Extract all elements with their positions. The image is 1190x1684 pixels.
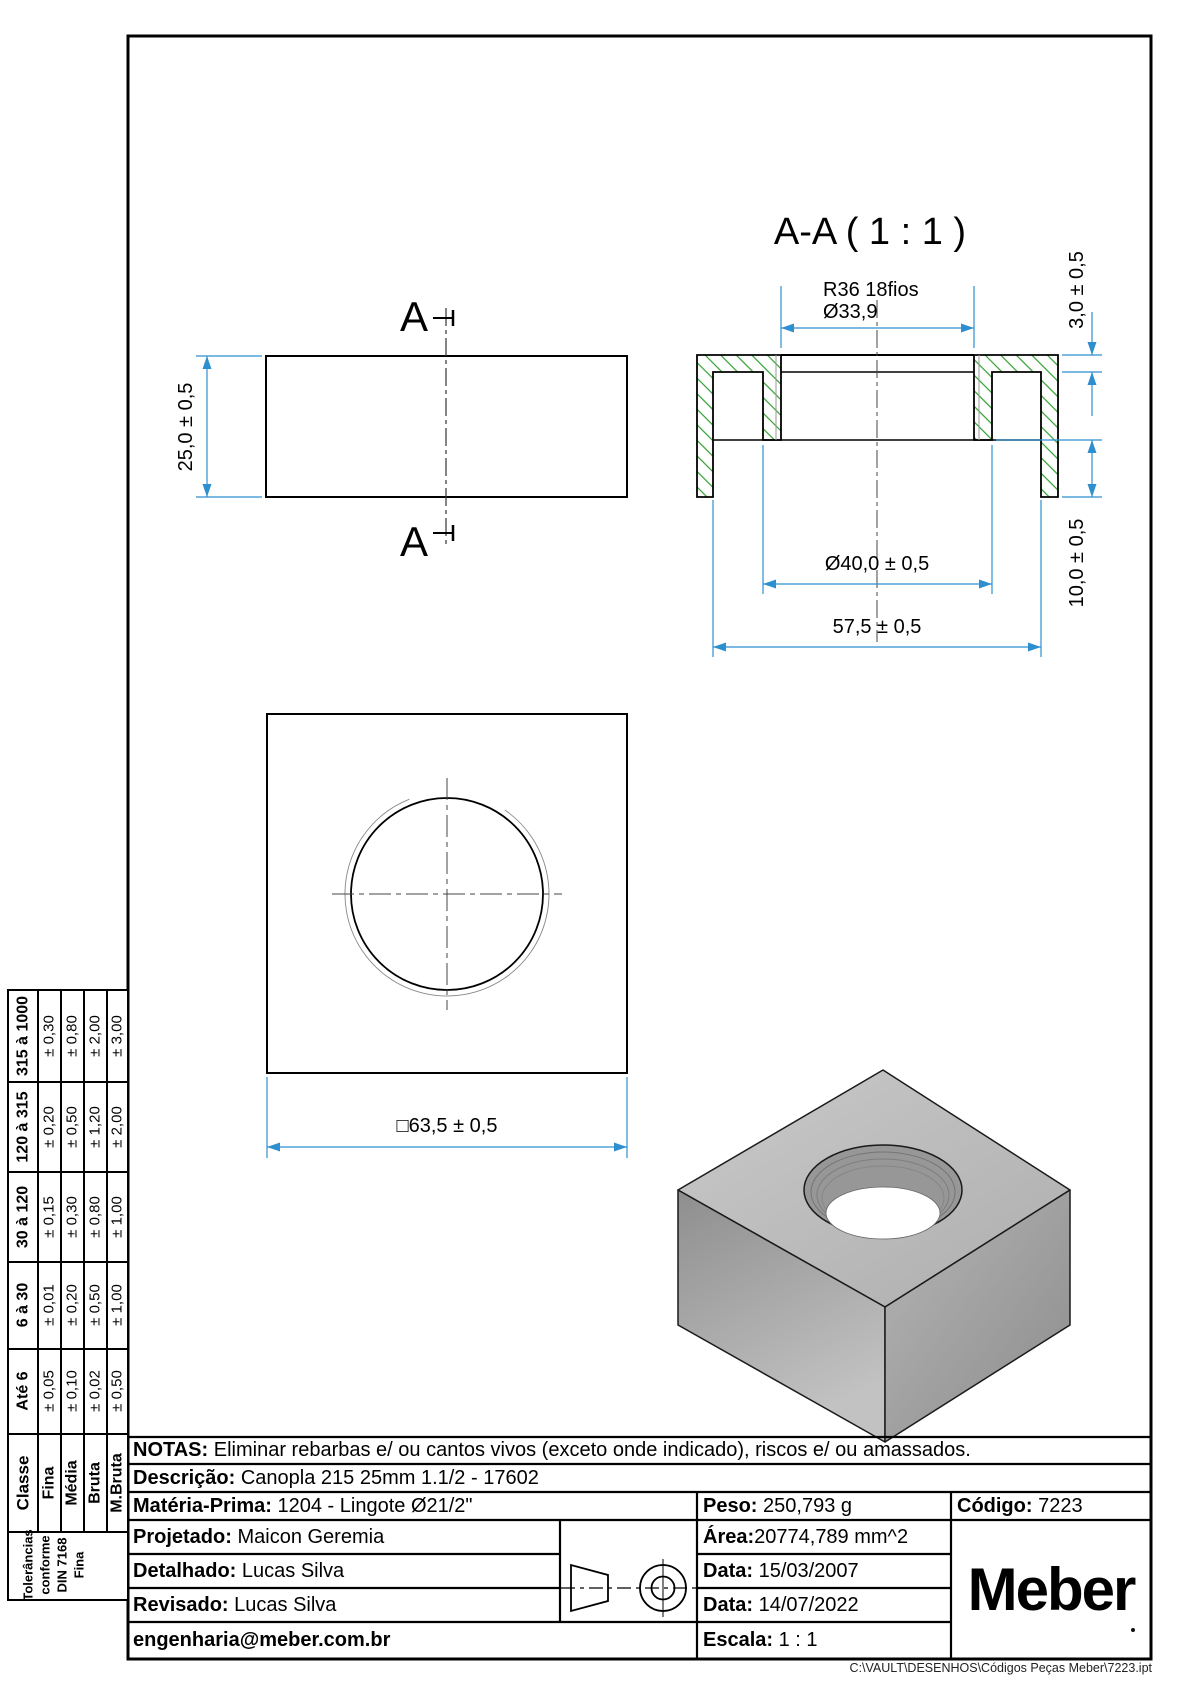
tol-val: ± 0,02	[86, 1370, 104, 1412]
designed-cell	[133, 1520, 556, 1554]
date1-value: 15/03/2007	[758, 1560, 859, 1582]
code-label: Código:	[957, 1495, 1033, 1517]
tol-val: ± 2,00	[108, 1106, 126, 1148]
tol-range-0: Até 6	[14, 1371, 32, 1411]
tol-val: ± 0,80	[63, 1015, 81, 1057]
tol-range-1: 6 à 30	[14, 1282, 32, 1328]
projection-symbol	[561, 1559, 700, 1617]
bottom-view	[267, 714, 627, 1158]
section-left-wall	[697, 355, 781, 497]
revised-cell	[133, 1588, 556, 1622]
tol-range-4: 315 à 1000	[14, 995, 32, 1077]
tol-val: ± 0,20	[63, 1284, 81, 1326]
date2-label: Data:	[703, 1594, 754, 1616]
code-cell	[957, 1492, 1149, 1520]
tol-val: ± 0,20	[40, 1106, 58, 1148]
tol-val: ± 0,50	[86, 1284, 104, 1326]
material-value: 1204 - Lingote Ø21/2"	[277, 1495, 473, 1517]
tol-val: ± 0,30	[40, 1015, 58, 1057]
date2-value: 14/07/2022	[758, 1594, 859, 1616]
meber-logo-text: Meber	[967, 1556, 1135, 1623]
material-cell	[133, 1492, 693, 1520]
tol-note-line: DIN 7168	[54, 1537, 70, 1593]
dim-thread-dia: Ø33,9	[823, 301, 878, 323]
date1-label: Data:	[703, 1560, 754, 1582]
description-row	[133, 1464, 1148, 1492]
tol-range-2: 30 à 120	[14, 1185, 32, 1249]
tol-val: ± 2,00	[86, 1015, 104, 1057]
iso-view	[678, 1070, 1070, 1442]
tol-class-media: Média	[63, 1460, 81, 1506]
tol-val: ± 0,50	[108, 1370, 126, 1412]
weight-label: Peso:	[703, 1495, 758, 1517]
designed-value: Maicon Geremia	[237, 1526, 385, 1548]
dim-boss-depth: 10,0 ± 0,5	[1066, 518, 1088, 608]
area-value: 20774,789 mm^2	[754, 1526, 909, 1548]
email-cell	[133, 1622, 693, 1659]
through-hole	[826, 1187, 940, 1239]
tol-val: ± 0,50	[63, 1106, 81, 1148]
tol-val: ± 0,05	[40, 1370, 58, 1412]
area-label: Área:	[703, 1526, 755, 1548]
designed-label: Projetado:	[133, 1526, 232, 1548]
tol-val: ± 0,80	[86, 1196, 104, 1238]
dim-square-size: □63,5 ± 0,5	[396, 1115, 498, 1137]
tol-val: ± 0,30	[63, 1196, 81, 1238]
tol-class-fina: Fina	[40, 1466, 58, 1500]
tol-val: ± 1,20	[86, 1106, 104, 1148]
dim-top-wall: 3,0 ± 0,5	[1066, 251, 1088, 329]
dim-height-front: 25,0 ± 0,5	[175, 382, 197, 472]
weight-value: 250,793 g	[763, 1495, 853, 1517]
tol-val: ± 0,01	[40, 1284, 58, 1326]
area-cell	[703, 1520, 947, 1554]
tol-note-line: conforme	[37, 1535, 53, 1595]
date2-cell	[703, 1588, 947, 1622]
notes-label: NOTAS:	[133, 1439, 209, 1461]
tol-corner: Classe	[13, 1455, 33, 1511]
date1-cell	[703, 1554, 947, 1588]
dim-cavity-dia: Ø40,0 ± 0,5	[824, 553, 930, 575]
tolerance-table	[8, 990, 128, 1601]
file-path: C:\VAULT\DESENHOS\Códigos Peças Meber\7223.ipt	[849, 1661, 1152, 1675]
section-right-wall	[974, 355, 1058, 497]
notes-row	[133, 1437, 1148, 1464]
section-title: A-A ( 1 : 1 )	[773, 211, 967, 253]
notes-text: Eliminar rebarbas e/ ou cantos vivos (exceto onde indicado), riscos e/ ou amassados.	[213, 1439, 971, 1461]
meber-logo	[953, 1522, 1149, 1657]
description-value: Canopla 215 25mm 1.1/2 - 17602	[240, 1467, 539, 1489]
code-value: 7223	[1038, 1495, 1083, 1517]
tol-class-mbruta: M.Bruta	[108, 1453, 126, 1513]
dim-skirt-width: 57,5 ± 0,5	[832, 616, 922, 638]
tol-range-3: 120 à 315	[14, 1091, 32, 1163]
tol-class-bruta: Bruta	[86, 1462, 104, 1504]
scale-cell	[703, 1622, 947, 1659]
detailed-cell	[133, 1554, 556, 1588]
tol-val: ± 0,10	[63, 1370, 81, 1412]
dim-25-lines	[196, 356, 262, 497]
logo-dot	[1131, 1628, 1135, 1632]
section-view	[697, 211, 1102, 657]
detailed-value: Lucas Silva	[241, 1560, 345, 1582]
revised-value: Lucas Silva	[234, 1594, 337, 1616]
weight-cell	[703, 1492, 947, 1520]
detailed-label: Detalhado:	[133, 1560, 237, 1582]
description-label: Descrição:	[133, 1467, 236, 1489]
dim-thread-note: R36 18fios	[823, 279, 919, 301]
cut-label-top: A	[399, 293, 429, 340]
revised-label: Revisado:	[133, 1594, 229, 1616]
email-text: engenharia@meber.com.br	[133, 1629, 391, 1651]
tol-val: ± 3,00	[108, 1015, 126, 1057]
cut-label-bottom: A	[399, 518, 429, 565]
front-view	[175, 293, 627, 565]
scale-label: Escala:	[703, 1629, 774, 1651]
scale-value: 1 : 1	[778, 1629, 818, 1651]
tol-note-line: Tolerâncias	[20, 1529, 36, 1601]
tol-val: ± 1,00	[108, 1284, 126, 1326]
tol-note-line: Fina	[71, 1551, 87, 1579]
tol-val: ± 1,00	[108, 1196, 126, 1238]
material-label: Matéria-Prima:	[133, 1495, 272, 1517]
tol-val: ± 0,15	[40, 1196, 58, 1238]
